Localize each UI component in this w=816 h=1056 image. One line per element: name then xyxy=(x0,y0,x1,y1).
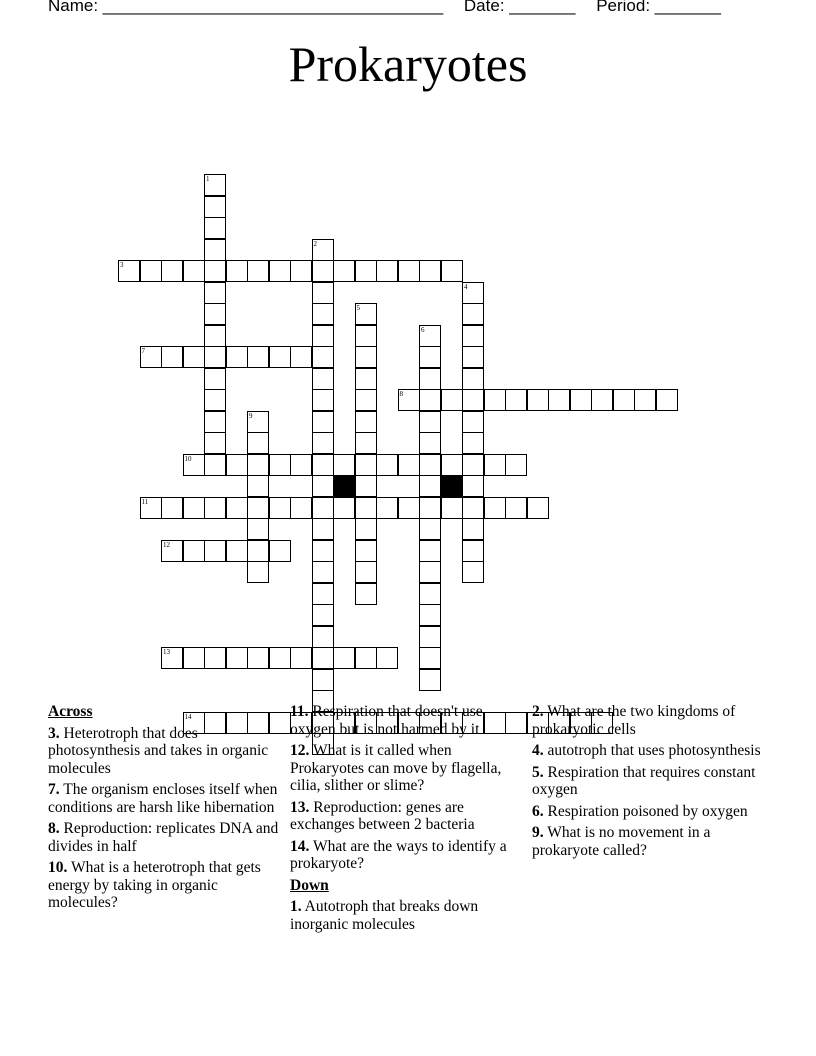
clue-across-7: 7. The organism encloses itself when conditions are harsh like hibernation xyxy=(48,781,278,816)
clue-number: 1 xyxy=(206,175,210,183)
grid-cell[interactable] xyxy=(247,346,269,368)
grid-cell[interactable] xyxy=(462,325,484,347)
grid-cell[interactable] xyxy=(419,626,441,648)
grid-cell[interactable] xyxy=(355,389,377,411)
grid-cell[interactable] xyxy=(398,454,420,476)
grid-cell[interactable] xyxy=(183,346,205,368)
clue-number: 5 xyxy=(356,304,360,312)
clue-number: 6 xyxy=(421,325,425,334)
grid-cell[interactable] xyxy=(183,260,205,282)
grid-cell[interactable] xyxy=(204,282,226,304)
grid-cell[interactable] xyxy=(226,497,248,519)
grid-cell[interactable] xyxy=(161,497,183,519)
grid-cell[interactable] xyxy=(462,303,484,325)
grid-cell[interactable] xyxy=(484,497,506,519)
grid-cell[interactable] xyxy=(312,669,334,691)
across-heading: Across xyxy=(48,703,93,720)
grid-cell[interactable] xyxy=(312,325,334,347)
grid-cell[interactable] xyxy=(462,346,484,368)
down-heading: Down xyxy=(290,876,329,894)
grid-cell[interactable] xyxy=(204,346,226,368)
grid-cell[interactable] xyxy=(204,497,226,519)
grid-cell[interactable] xyxy=(656,389,678,411)
grid-cell[interactable] xyxy=(226,647,248,669)
grid-cell[interactable] xyxy=(419,346,441,368)
grid-cell[interactable] xyxy=(290,454,312,476)
grid-cell[interactable] xyxy=(204,239,226,261)
grid-cell[interactable] xyxy=(548,389,570,411)
grid-cell[interactable] xyxy=(247,647,269,669)
grid-cell[interactable] xyxy=(570,389,592,411)
grid-cell[interactable] xyxy=(376,260,398,282)
grid-cell[interactable] xyxy=(333,647,355,669)
grid-cell[interactable] xyxy=(247,260,269,282)
grid-cell[interactable] xyxy=(140,260,162,282)
name-field[interactable]: Name: ____________________________________ xyxy=(48,0,444,15)
grid-cell[interactable] xyxy=(118,260,140,282)
grid-cell[interactable] xyxy=(419,583,441,605)
grid-cell[interactable] xyxy=(140,346,162,368)
grid-cell[interactable] xyxy=(247,432,269,454)
grid-cell[interactable] xyxy=(462,389,484,411)
clue-across-3: 3. Heterotroph that does photosynthesis and takes in organic molecules xyxy=(48,724,269,777)
grid-cell[interactable] xyxy=(290,260,312,282)
grid-cell[interactable] xyxy=(462,561,484,583)
grid-cell[interactable] xyxy=(419,518,441,540)
grid-cell[interactable] xyxy=(161,647,183,669)
grid-cell[interactable] xyxy=(634,389,656,411)
grid-cell[interactable] xyxy=(204,325,226,347)
grid-cell[interactable] xyxy=(355,368,377,390)
grid-cell[interactable] xyxy=(312,411,334,433)
clue-down-5: 5. Respiration that requires constant oxygen xyxy=(532,763,756,798)
grid-cell[interactable] xyxy=(419,475,441,497)
grid-cell[interactable] xyxy=(247,475,269,497)
grid-cell[interactable] xyxy=(312,432,334,454)
grid-cell[interactable] xyxy=(333,497,355,519)
grid-cell[interactable] xyxy=(204,196,226,218)
clues-column-3 xyxy=(532,703,772,863)
clue-down-6: 6. Respiration poisoned by oxygen xyxy=(532,802,748,820)
grid-cell[interactable] xyxy=(462,411,484,433)
clue-down-2: 2. What are the two kingdoms of prokaryotic cells xyxy=(532,703,736,738)
clue-number: 9 xyxy=(249,411,253,420)
clue-across-13: 13. Reproduction: genes are exchanges between 2 bacteria xyxy=(290,798,475,833)
grid-cell[interactable] xyxy=(161,260,183,282)
grid-cell[interactable] xyxy=(247,561,269,583)
grid-cell[interactable] xyxy=(462,540,484,562)
grid-cell[interactable] xyxy=(419,432,441,454)
grid-cell[interactable] xyxy=(312,346,334,368)
grid-cell[interactable] xyxy=(398,260,420,282)
grid-cell[interactable] xyxy=(312,389,334,411)
grid-cell[interactable] xyxy=(398,497,420,519)
grid-cell[interactable] xyxy=(398,389,420,411)
grid-cell[interactable] xyxy=(204,260,226,282)
grid-cell[interactable] xyxy=(441,389,463,411)
grid-cell[interactable] xyxy=(247,540,269,562)
grid-cell[interactable] xyxy=(419,497,441,519)
grid-cell[interactable] xyxy=(419,647,441,669)
grid-cell[interactable] xyxy=(226,454,248,476)
grid-cell[interactable] xyxy=(505,389,527,411)
grid-cell[interactable] xyxy=(613,389,635,411)
grid-cell[interactable] xyxy=(204,432,226,454)
grid-cell[interactable] xyxy=(312,626,334,648)
grid-cell[interactable] xyxy=(312,561,334,583)
grid-cell[interactable] xyxy=(462,518,484,540)
grid-cell[interactable] xyxy=(183,454,205,476)
grid-cell[interactable] xyxy=(204,454,226,476)
grid-cell[interactable] xyxy=(312,497,334,519)
clue-number: 7 xyxy=(141,347,145,355)
date-field[interactable]: Date: _______ xyxy=(463,0,576,15)
grid-cell[interactable] xyxy=(204,217,226,239)
grid-cell[interactable] xyxy=(355,518,377,540)
grid-cell[interactable] xyxy=(312,239,334,261)
grid-cell[interactable] xyxy=(269,346,291,368)
grid-cell[interactable] xyxy=(269,454,291,476)
grid-cell[interactable] xyxy=(269,497,291,519)
grid-cell[interactable] xyxy=(462,368,484,390)
grid-cell[interactable] xyxy=(376,454,398,476)
clue-number: 12 xyxy=(163,540,170,549)
grid-cell[interactable] xyxy=(161,540,183,562)
grid-cell[interactable] xyxy=(355,325,377,347)
grid-cell[interactable] xyxy=(247,454,269,476)
clue-across-10: 10. What is a heterotroph that gets energy by taking in organic molecules? xyxy=(48,859,261,911)
clue-number: 14 xyxy=(184,712,192,721)
grid-cell[interactable] xyxy=(183,540,205,562)
grid-cell[interactable] xyxy=(505,454,527,476)
grid-cell[interactable] xyxy=(419,325,441,347)
clue-across-12: 12. What is it called when Prokaryotes can move by flagella, cilia, slither or slime? xyxy=(290,742,502,794)
clue-number: 2 xyxy=(313,239,317,248)
grid-cell[interactable] xyxy=(355,583,377,605)
grid-cell[interactable] xyxy=(269,540,291,562)
period-field[interactable]: Period: _______ xyxy=(596,0,721,15)
clues-column-2 xyxy=(290,703,526,937)
grid-cell[interactable] xyxy=(462,432,484,454)
clue-number: 11 xyxy=(141,497,149,506)
clue-number: 4 xyxy=(464,282,468,291)
grid-cell[interactable] xyxy=(204,389,226,411)
grid-cell[interactable] xyxy=(376,647,398,669)
grid-cell[interactable] xyxy=(312,518,334,540)
page-title: Prokaryotes xyxy=(288,36,528,92)
grid-cell[interactable] xyxy=(419,561,441,583)
grid-cell[interactable] xyxy=(355,647,377,669)
grid-cell[interactable] xyxy=(140,497,162,519)
grid-cell[interactable] xyxy=(226,260,248,282)
grid-cell[interactable] xyxy=(527,389,549,411)
grid-cell[interactable] xyxy=(355,497,377,519)
clue-across-11: 11. Respiration that doesn't use oxygen but is not harmed by it xyxy=(290,703,483,738)
grid-cell[interactable] xyxy=(419,389,441,411)
grid-cell[interactable] xyxy=(419,669,441,691)
grid-cell[interactable] xyxy=(312,647,334,669)
grid-cell[interactable] xyxy=(462,282,484,304)
grid-cell[interactable] xyxy=(226,346,248,368)
grid-cell[interactable] xyxy=(333,454,355,476)
grid-cell[interactable] xyxy=(355,411,377,433)
grid-cell[interactable] xyxy=(312,282,334,304)
grid-cell[interactable] xyxy=(204,303,226,325)
clue-down-9: 9. What is no movement in a prokaryote called? xyxy=(532,824,711,859)
grid-cell[interactable] xyxy=(419,411,441,433)
grid-cell[interactable] xyxy=(355,475,377,497)
grid-cell[interactable] xyxy=(441,454,463,476)
grid-cell[interactable] xyxy=(290,497,312,519)
grid-cell[interactable] xyxy=(183,647,205,669)
grid-cell[interactable] xyxy=(204,174,226,196)
clue-number: 8 xyxy=(399,390,403,398)
grid-cell[interactable] xyxy=(290,647,312,669)
grid-cell[interactable] xyxy=(204,647,226,669)
grid-cell[interactable] xyxy=(376,497,398,519)
grid-cell[interactable] xyxy=(441,497,463,519)
grid-cell[interactable] xyxy=(419,260,441,282)
grid-cell[interactable] xyxy=(355,303,377,325)
grid-cell[interactable] xyxy=(247,411,269,433)
grid-cell[interactable] xyxy=(333,260,355,282)
grid-cell[interactable] xyxy=(269,260,291,282)
black-cell xyxy=(333,475,355,497)
grid-cell[interactable] xyxy=(419,368,441,390)
student-info-header xyxy=(48,0,737,16)
clues-column-1 xyxy=(48,703,280,916)
grid-cell[interactable] xyxy=(247,518,269,540)
grid-cell[interactable] xyxy=(204,540,226,562)
grid-cell[interactable] xyxy=(462,475,484,497)
grid-cell[interactable] xyxy=(204,368,226,390)
grid-cell[interactable] xyxy=(312,260,334,282)
clue-number: 3 xyxy=(120,261,124,269)
clue-number: 10 xyxy=(184,454,192,463)
clue-down-4: 4. autotroph that uses photosynthesis xyxy=(532,742,761,759)
grid-cell[interactable] xyxy=(312,454,334,476)
grid-cell[interactable] xyxy=(355,561,377,583)
grid-cell[interactable] xyxy=(312,540,334,562)
grid-cell[interactable] xyxy=(484,454,506,476)
grid-cell[interactable] xyxy=(355,454,377,476)
grid-cell[interactable] xyxy=(355,540,377,562)
clue-across-8: 8. Reproduction: replicates DNA and divides in half xyxy=(48,820,279,855)
grid-cell[interactable] xyxy=(183,497,205,519)
black-cell xyxy=(441,475,463,497)
clue-number: 13 xyxy=(163,648,170,656)
grid-cell[interactable] xyxy=(226,540,248,562)
grid-cell[interactable] xyxy=(419,604,441,626)
grid-cell[interactable] xyxy=(419,454,441,476)
grid-cell[interactable] xyxy=(247,497,269,519)
grid-cell[interactable] xyxy=(312,475,334,497)
grid-cell[interactable] xyxy=(355,432,377,454)
grid-cell[interactable] xyxy=(355,260,377,282)
grid-cell[interactable] xyxy=(161,346,183,368)
clue-down-1: 1. Autotroph that breaks down inorganic molecules xyxy=(290,898,479,933)
grid-cell[interactable] xyxy=(462,454,484,476)
grid-cell[interactable] xyxy=(462,497,484,519)
grid-cell[interactable] xyxy=(591,389,613,411)
grid-cell[interactable] xyxy=(312,368,334,390)
grid-cell[interactable] xyxy=(290,346,312,368)
clue-across-14: 14. What are the ways to identify a prokaryote? xyxy=(290,837,507,872)
grid-cell[interactable] xyxy=(527,497,549,519)
grid-cell[interactable] xyxy=(269,647,291,669)
grid-cell[interactable] xyxy=(312,583,334,605)
grid-cell[interactable] xyxy=(441,260,463,282)
grid-cell[interactable] xyxy=(204,411,226,433)
grid-cell[interactable] xyxy=(355,346,377,368)
grid-cell[interactable] xyxy=(312,604,334,626)
grid-cell[interactable] xyxy=(312,303,334,325)
grid-cell[interactable] xyxy=(484,389,506,411)
grid-cell[interactable] xyxy=(419,540,441,562)
grid-cell[interactable] xyxy=(505,497,527,519)
